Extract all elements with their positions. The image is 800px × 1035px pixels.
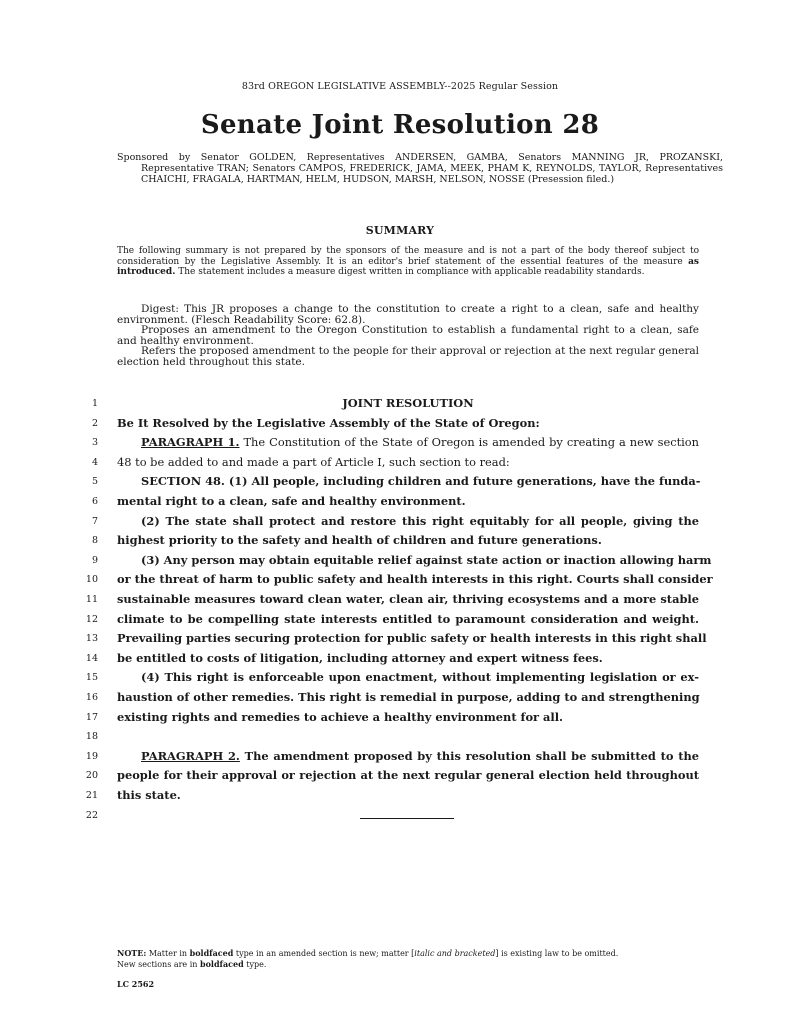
line-text: this state.	[117, 788, 181, 802]
line-number: 13	[85, 633, 98, 645]
numbered-line	[0, 688, 800, 708]
line-number: 7	[91, 515, 98, 527]
line-number: 17	[85, 711, 98, 723]
line-number: 15	[85, 672, 98, 684]
lc-number: LC 2562	[117, 979, 155, 989]
numbered-line	[0, 472, 800, 492]
numbered-line	[0, 531, 800, 551]
line-number: 14	[85, 652, 98, 664]
numbered-line	[0, 766, 800, 786]
numbered-line	[0, 727, 800, 747]
note-text: type.	[243, 960, 267, 969]
note-italic: italic and bracketed	[414, 949, 496, 958]
line-number: 5	[91, 476, 98, 488]
line-text: be entitled to costs of litigation, including attorney and expert witness fees.	[117, 650, 603, 665]
line-number: 22	[85, 809, 98, 821]
session-header: 83rd OREGON LEGISLATIVE ASSEMBLY--2025 Regular Session	[241, 81, 559, 92]
numbered-line	[0, 747, 800, 767]
line-number: 19	[85, 750, 98, 762]
line-text: sustainable measures toward clean water, clean air, thriving ecosystems and a more stable	[117, 592, 699, 606]
digest-paragraph-2: Proposes an amendment to the Oregon Constitution to establish a fundamental right to a clean, safe and healthy environment.	[117, 324, 699, 347]
digest-paragraph-1: Digest: This JR proposes a change to the constitution to create a right to a clean, safe and healthy environment. (Flesch Readability Score: 62.8).	[117, 303, 699, 326]
line-number: 1	[91, 398, 98, 409]
footer-note	[117, 948, 717, 970]
numbered-line	[0, 610, 800, 630]
note-bold: boldfaced	[189, 948, 234, 958]
numbered-line	[0, 394, 800, 414]
digest-paragraph-3: Refers the proposed amendment to the people for their approval or rejection at the next regular general election held throughout this state.	[117, 345, 699, 368]
paragraph-1-label: PARAGRAPH 1.	[141, 435, 240, 450]
line-text: SECTION 48. (1) All people, including children and future generations, have the funda-	[141, 474, 701, 489]
line-text	[117, 747, 699, 767]
line-text: (3) Any person may obtain equitable relief against state action or inaction allowing harm	[141, 552, 712, 567]
line-number: 10	[85, 574, 98, 586]
line-number: 8	[91, 535, 98, 547]
note-label: NOTE:	[117, 948, 147, 958]
line-number: 11	[85, 594, 98, 605]
line-number: 18	[85, 731, 98, 743]
note-text: type in an amended section is new; matter [	[233, 949, 415, 958]
line-text: existing rights and remedies to achieve a healthy environment for all.	[117, 709, 564, 724]
bill-title: Senate Joint Resolution 28	[200, 110, 600, 140]
measure-digest	[117, 304, 699, 368]
line-text: highest priority to the safety and health of children and future generations.	[117, 533, 602, 548]
line-number: 3	[91, 437, 98, 449]
sponsors-text: Sponsored by Senator GOLDEN, Representatives ANDERSEN, GAMBA, Senators MANNING JR, PROZANSKI, Representative TRAN; Senators CAMPOS, FREDERICK, JAMA, MEEK, PHAM K, REYNOLDS, TAYLOR, Representatives CHAICHI, FRAGALA, HARTMAN, HELM, HUDSON, MARSH, NELSON, NOSSE (Presession filed.)	[117, 152, 723, 185]
line-number: 21	[85, 790, 98, 801]
line-text: Prevailing parties securing protection for public safety or health interests in this right shall	[117, 631, 707, 646]
paragraph-2-label: PARAGRAPH 2.	[141, 748, 240, 763]
summary-intro	[117, 246, 699, 278]
numbered-line	[0, 806, 800, 826]
line-number: 16	[85, 692, 98, 703]
line-text	[117, 433, 699, 453]
summary-heading: SUMMARY	[365, 224, 435, 237]
note-text: New sections are in	[117, 960, 200, 969]
numbered-line	[0, 414, 800, 434]
resolved-clause: Be It Resolved by the Legislative Assembly of the State of Oregon:	[117, 415, 540, 430]
note-text: Matter in	[146, 949, 190, 958]
line-text: mental right to a clean, safe and healthy environment.	[117, 494, 466, 508]
resolution-heading: JOINT RESOLUTION	[342, 396, 474, 410]
numbered-line	[0, 590, 800, 610]
numbered-line	[0, 453, 800, 473]
note-text: ] is existing law to be omitted.	[495, 949, 619, 958]
end-rule	[360, 818, 454, 819]
line-number: 9	[91, 554, 98, 566]
line-number: 4	[91, 456, 98, 468]
numbered-line	[0, 492, 800, 512]
line-text: or the threat of harm to public safety and health interests in this right. Courts shall consider	[117, 572, 713, 587]
numbered-line	[0, 551, 800, 571]
paragraph-1-text: The Constitution of the State of Oregon is amended by creating a new section	[239, 435, 699, 450]
numbered-line	[0, 668, 800, 688]
line-text: people for their approval or rejection at the next regular general election held throughout	[117, 768, 699, 783]
line-text: climate to be compelling state interests entitled to paramount consideration and weight.	[117, 611, 699, 626]
line-number: 20	[85, 770, 98, 782]
summary-intro-text-a: The following summary is not prepared by the sponsors of the measure and is not a part of the body thereof subject to consideration by the Legislative Assembly. It is an editor's brief statement of the essential features of the measure	[117, 246, 699, 267]
line-text: (4) This right is enforceable upon enactment, without implementing legislation or ex-	[141, 670, 699, 685]
line-text: (2) The state shall protect and restore this right equitably for all people, giving the	[141, 513, 699, 528]
note-bold: boldfaced	[199, 959, 244, 969]
numbered-line	[0, 708, 800, 728]
line-text: 48 to be added to and made a part of Article I, such section to read:	[117, 454, 510, 469]
summary-intro-text-b: The statement includes a measure digest written in compliance with applicable readability standards.	[175, 267, 645, 277]
numbered-line	[0, 512, 800, 532]
line-number: 12	[85, 613, 98, 625]
line-number: 2	[91, 417, 98, 429]
line-text: haustion of other remedies. This right is remedial in purpose, adding to and strengthening	[117, 690, 700, 704]
paragraph-2-text: The amendment proposed by this resolution shall be submitted to the	[239, 748, 699, 763]
numbered-line	[0, 433, 800, 453]
line-number: 6	[91, 496, 98, 507]
numbered-line	[0, 649, 800, 669]
numbered-line	[0, 629, 800, 649]
numbered-line	[0, 570, 800, 590]
summary-intro-bold: as introduced.	[117, 256, 699, 277]
numbered-line	[0, 786, 800, 806]
